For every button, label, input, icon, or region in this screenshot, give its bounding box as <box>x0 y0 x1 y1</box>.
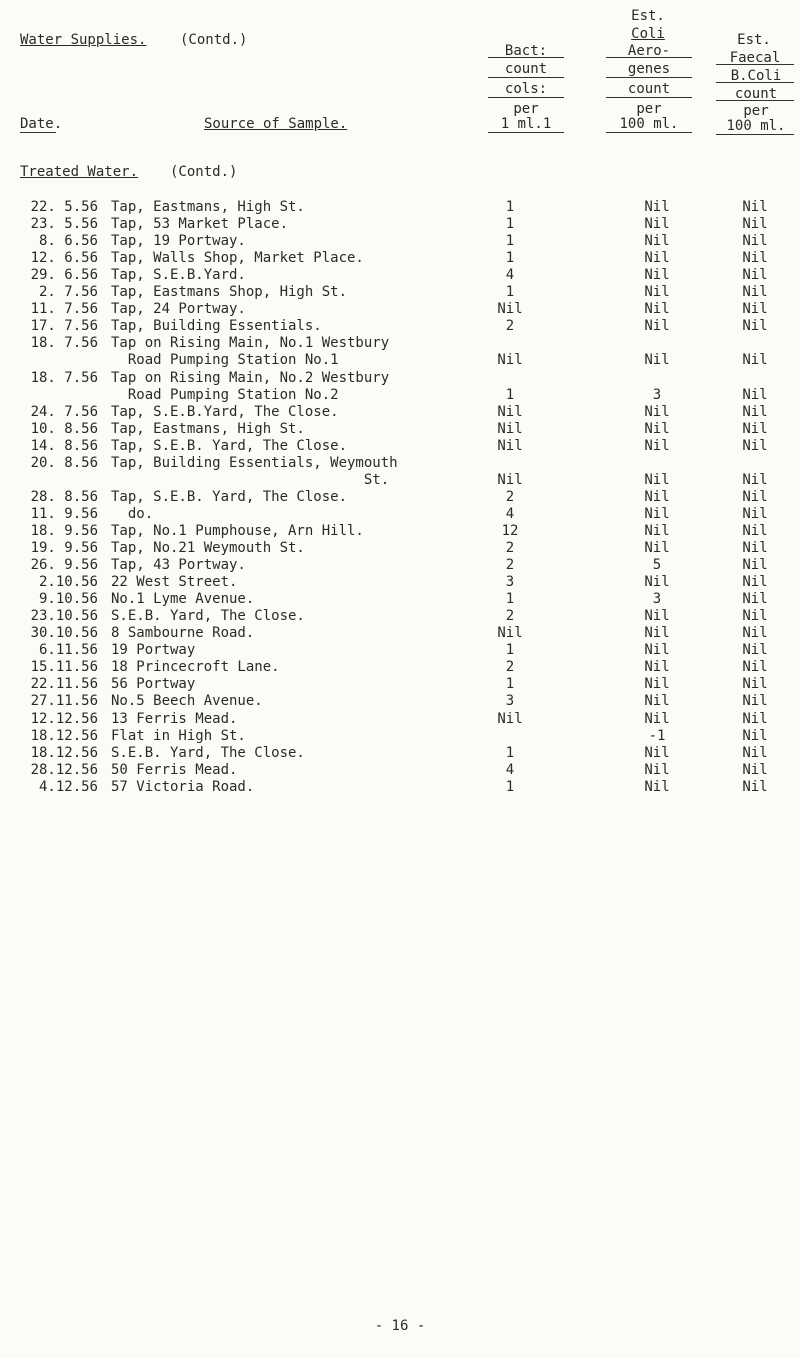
bact-count: 2 <box>505 557 515 574</box>
sample-source: do. <box>111 505 154 522</box>
sample-source: Tap, S.E.B.Yard, The Close. <box>111 403 339 420</box>
header-bact: Bact: <box>504 43 548 59</box>
faecal-count: Nil <box>742 488 768 505</box>
faecal-count: Nil <box>742 744 768 761</box>
sample-date: 23.10.56 <box>30 608 98 625</box>
sample-date: 6.11.56 <box>38 642 98 659</box>
faecal-rule-3 <box>716 100 794 101</box>
table-row <box>0 659 800 676</box>
faecal-count: Nil <box>742 199 768 215</box>
faecal-count: Nil <box>742 250 768 267</box>
header-est-coli: Est. <box>631 8 665 24</box>
bact-rule-3 <box>488 97 564 98</box>
bact-count: 12 <box>501 522 519 539</box>
faecal-count: Nil <box>742 642 768 659</box>
coli-count: Nil <box>644 574 670 591</box>
sample-date: 4.12.56 <box>38 778 98 795</box>
faecal-count: Nil <box>742 676 768 693</box>
header-per-coli: per <box>636 101 662 117</box>
table-row <box>0 387 800 404</box>
bact-count: 3 <box>505 693 515 710</box>
coli-count: Nil <box>644 216 670 233</box>
header-count: count <box>504 61 548 77</box>
header-date: Date. <box>20 116 63 132</box>
coli-count: Nil <box>644 437 670 454</box>
faecal-count: Nil <box>742 574 768 591</box>
table-row <box>0 318 800 335</box>
faecal-count: Nil <box>742 284 768 301</box>
table-row <box>0 335 800 352</box>
date-underline <box>20 132 56 133</box>
sample-source: Flat in High St. <box>111 727 246 744</box>
faecal-count: Nil <box>742 233 768 250</box>
faecal-count: Nil <box>742 710 768 727</box>
header-coli: Coli <box>631 26 665 42</box>
faecal-count: Nil <box>742 267 768 284</box>
table-row <box>0 352 800 369</box>
sample-date: 12.12.56 <box>30 710 98 727</box>
faecal-rule-4 <box>716 134 794 135</box>
table-row <box>0 711 800 728</box>
sample-date: 30.10.56 <box>30 625 98 642</box>
sample-date: 14. 8.56 <box>30 437 98 454</box>
coli-rule-1 <box>606 57 692 58</box>
coli-count: 3 <box>652 386 662 403</box>
table-row <box>0 284 800 301</box>
table-row <box>0 591 800 608</box>
faecal-count: Nil <box>742 216 768 233</box>
bact-count: 3 <box>505 574 515 591</box>
coli-rule-2 <box>606 77 692 78</box>
table-row <box>0 489 800 506</box>
faecal-count: Nil <box>742 301 768 318</box>
coli-count: -1 <box>648 727 666 744</box>
coli-count: Nil <box>644 540 670 556</box>
bact-count: 1 <box>505 284 515 301</box>
header-faecal: Faecal <box>729 50 781 66</box>
header-unit-coli: 100 ml. <box>619 116 679 132</box>
sample-source: Tap, 24 Portway. <box>111 301 246 318</box>
table-row <box>0 762 800 779</box>
faecal-count: Nil <box>742 625 768 642</box>
coli-count: Nil <box>644 250 670 267</box>
bact-count: 1 <box>505 233 515 250</box>
sample-date: 28.12.56 <box>30 761 98 778</box>
faecal-count: Nil <box>742 557 768 574</box>
table-row <box>0 455 800 472</box>
coli-count: Nil <box>644 352 670 369</box>
sample-source: Tap, Eastmans, High St. <box>111 420 305 437</box>
sample-source: Tap, Building Essentials. <box>111 318 322 335</box>
coli-count: Nil <box>644 676 670 693</box>
coli-count: Nil <box>644 420 670 437</box>
faecal-count: Nil <box>742 437 768 454</box>
bact-count: 2 <box>505 608 515 625</box>
sample-source: S.E.B. Yard, The Close. <box>111 744 305 761</box>
sample-source: Tap, 43 Portway. <box>111 557 246 574</box>
sample-source: 56 Portway <box>111 676 196 693</box>
coli-count: Nil <box>644 199 670 215</box>
bact-count: 2 <box>505 318 515 335</box>
table-row <box>0 216 800 233</box>
bact-count: Nil <box>497 352 523 369</box>
sample-date: 17. 7.56 <box>30 318 98 335</box>
coli-count: Nil <box>644 693 670 710</box>
bact-count: 1 <box>505 642 515 659</box>
table-row <box>0 421 800 438</box>
bact-count: 1 <box>505 250 515 267</box>
bact-rule-1 <box>488 57 564 58</box>
table-row <box>0 745 800 762</box>
header-unit-bact: 1 ml.1 <box>500 116 552 132</box>
table-row <box>0 404 800 421</box>
table-row <box>0 370 800 387</box>
sample-source: Tap on Rising Main, No.1 Westbury <box>111 335 390 352</box>
coli-count: Nil <box>644 608 670 625</box>
coli-count: Nil <box>644 710 670 727</box>
table-row <box>0 608 800 625</box>
sample-source: Tap, 19 Portway. <box>111 233 246 250</box>
faecal-count: Nil <box>742 505 768 522</box>
faecal-count: Nil <box>742 540 768 556</box>
faecal-count: Nil <box>742 591 768 608</box>
sample-source: Tap, No.1 Pumphouse, Arn Hill. <box>111 522 364 539</box>
bact-count: Nil <box>497 403 523 420</box>
section-label-continued: (Contd.) <box>170 164 238 180</box>
section-label: Treated Water. <box>20 164 139 180</box>
coli-count: Nil <box>644 301 670 318</box>
sample-source: Tap, S.E.B.Yard. <box>111 267 246 284</box>
sample-source: 13 Ferris Mead. <box>111 710 238 727</box>
sample-date: 20. 8.56 <box>30 454 98 471</box>
sample-source: No.5 Beech Avenue. <box>111 693 263 710</box>
header-per-bact: per <box>513 101 539 117</box>
page-title-continued: (Contd.) <box>180 32 248 48</box>
coli-rule-4 <box>606 132 692 133</box>
table-row <box>0 540 800 557</box>
bact-count: 1 <box>505 386 515 403</box>
sample-date: 9.10.56 <box>38 591 98 608</box>
bact-count: Nil <box>497 420 523 437</box>
sample-date: 24. 7.56 <box>30 403 98 420</box>
table-row <box>0 438 800 455</box>
coli-count: Nil <box>644 318 670 335</box>
coli-count: Nil <box>644 642 670 659</box>
coli-count: Nil <box>644 284 670 301</box>
header-source: Source of Sample. <box>204 116 348 132</box>
faecal-count: Nil <box>742 471 768 488</box>
bact-count: 4 <box>505 761 515 778</box>
bact-rule-4 <box>488 132 564 133</box>
sample-date: 11. 7.56 <box>30 301 98 318</box>
faecal-count: Nil <box>742 318 768 335</box>
sample-source: Road Pumping Station No.1 <box>111 352 339 369</box>
bact-count: 4 <box>505 267 515 284</box>
sample-source: No.1 Lyme Avenue. <box>111 591 255 608</box>
bact-count: 1 <box>505 744 515 761</box>
faecal-count: Nil <box>742 693 768 710</box>
sample-source: Tap, S.E.B. Yard, The Close. <box>111 437 348 454</box>
table-row <box>0 779 800 796</box>
coli-count: Nil <box>644 471 670 488</box>
sample-date: 15.11.56 <box>30 659 98 676</box>
sample-source: Tap, Walls Shop, Market Place. <box>111 250 364 267</box>
faecal-count: Nil <box>742 761 768 778</box>
table-row <box>0 523 800 540</box>
sample-source: Tap, Eastmans Shop, High St. <box>111 284 348 301</box>
coli-count: Nil <box>644 778 670 795</box>
coli-rule-3 <box>606 97 692 98</box>
sample-date: 2. 7.56 <box>38 284 98 301</box>
sample-source: 18 Princecroft Lane. <box>111 659 280 676</box>
coli-count: Nil <box>644 403 670 420</box>
sample-source: 19 Portway <box>111 642 196 659</box>
page-title: Water Supplies. <box>20 32 147 48</box>
bact-count: Nil <box>497 437 523 454</box>
bact-count: 2 <box>505 488 515 505</box>
table-row <box>0 642 800 659</box>
sample-date: 23. 5.56 <box>30 216 98 233</box>
header-bcoli: B.Coli <box>730 68 782 84</box>
table-row <box>0 233 800 250</box>
faecal-count: Nil <box>742 727 768 744</box>
bact-count: 2 <box>505 540 515 556</box>
table-row <box>0 267 800 284</box>
sample-date: 22. 5.56 <box>30 199 98 215</box>
sample-date: 18. 9.56 <box>30 522 98 539</box>
sample-date: 11. 9.56 <box>30 505 98 522</box>
coli-count: Nil <box>644 505 670 522</box>
header-count-faecal: count <box>734 86 778 102</box>
bact-count: 1 <box>505 199 515 215</box>
sample-date: 18.12.56 <box>30 744 98 761</box>
faecal-rule-1 <box>716 64 794 65</box>
table-row <box>0 301 800 318</box>
header-unit-faecal: 100 ml. <box>726 118 786 134</box>
table-row <box>0 728 800 745</box>
coli-count: Nil <box>644 659 670 676</box>
coli-count: 3 <box>652 591 662 608</box>
faecal-count: Nil <box>742 420 768 437</box>
coli-count: Nil <box>644 744 670 761</box>
bact-count: 1 <box>505 676 515 693</box>
sample-source: Tap, Eastmans, High St. <box>111 199 305 215</box>
bact-count: Nil <box>497 301 523 318</box>
sample-date: 19. 9.56 <box>30 540 98 556</box>
bact-count: 2 <box>505 659 515 676</box>
faecal-count: Nil <box>742 386 768 403</box>
bact-count: 1 <box>505 591 515 608</box>
table-row <box>0 199 800 216</box>
table-row <box>0 693 800 710</box>
table-row <box>0 574 800 591</box>
faecal-rule-2 <box>716 82 794 83</box>
coli-count: 5 <box>652 557 662 574</box>
sample-date: 12. 6.56 <box>30 250 98 267</box>
coli-count: Nil <box>644 488 670 505</box>
header-aero: Aero- <box>627 43 671 59</box>
faecal-count: Nil <box>742 403 768 420</box>
sample-date: 18. 7.56 <box>30 369 98 386</box>
coli-count: Nil <box>644 267 670 284</box>
coli-count: Nil <box>644 761 670 778</box>
header-est-faecal: Est. <box>737 32 771 48</box>
sample-source: 50 Ferris Mead. <box>111 761 238 778</box>
sample-source: St. <box>111 471 390 488</box>
sample-date: 28. 8.56 <box>30 488 98 505</box>
header-per-faecal: per <box>743 103 769 119</box>
bact-count: 1 <box>505 778 515 795</box>
sample-date: 8. 6.56 <box>38 233 98 250</box>
coli-count: Nil <box>644 233 670 250</box>
sample-source: 8 Sambourne Road. <box>111 625 255 642</box>
sample-date: 18. 7.56 <box>30 335 98 352</box>
sample-date: 2.10.56 <box>38 574 98 591</box>
sample-source: Tap, No.21 Weymouth St. <box>111 540 305 556</box>
header-cols: cols: <box>504 81 548 97</box>
sample-date: 10. 8.56 <box>30 420 98 437</box>
sample-source: Tap, Building Essentials, Weymouth <box>111 454 398 471</box>
sample-date: 26. 9.56 <box>30 557 98 574</box>
sample-source: Tap on Rising Main, No.2 Westbury <box>111 369 390 386</box>
sample-date: 18.12.56 <box>30 727 98 744</box>
table-row <box>0 676 800 693</box>
sample-source: S.E.B. Yard, The Close. <box>111 608 305 625</box>
sample-source: Tap, 53 Market Place. <box>111 216 289 233</box>
sample-date: 29. 6.56 <box>30 267 98 284</box>
sample-source: 22 West Street. <box>111 574 238 591</box>
bact-count: Nil <box>497 710 523 727</box>
header-genes: genes <box>627 61 671 77</box>
faecal-count: Nil <box>742 608 768 625</box>
bact-count: 1 <box>505 216 515 233</box>
coli-count: Nil <box>644 522 670 539</box>
table-row <box>0 625 800 642</box>
faecal-count: Nil <box>742 522 768 539</box>
sample-date: 27.11.56 <box>30 693 98 710</box>
table-row <box>0 557 800 574</box>
sample-source: 57 Victoria Road. <box>111 778 255 795</box>
sample-source: Tap, S.E.B. Yard, The Close. <box>111 488 348 505</box>
header-count-coli: count <box>627 81 671 97</box>
bact-count: 4 <box>505 505 515 522</box>
table-row <box>0 250 800 267</box>
page-number: - 16 - <box>374 1318 426 1334</box>
faecal-count: Nil <box>742 352 768 369</box>
faecal-count: Nil <box>742 778 768 795</box>
table-row <box>0 472 800 489</box>
table-row <box>0 506 800 523</box>
bact-count: Nil <box>497 625 523 642</box>
bact-rule-2 <box>488 77 564 78</box>
bact-count: Nil <box>497 471 523 488</box>
sample-source: Road Pumping Station No.2 <box>111 386 339 403</box>
faecal-count: Nil <box>742 659 768 676</box>
coli-count: Nil <box>644 625 670 642</box>
sample-date: 22.11.56 <box>30 676 98 693</box>
